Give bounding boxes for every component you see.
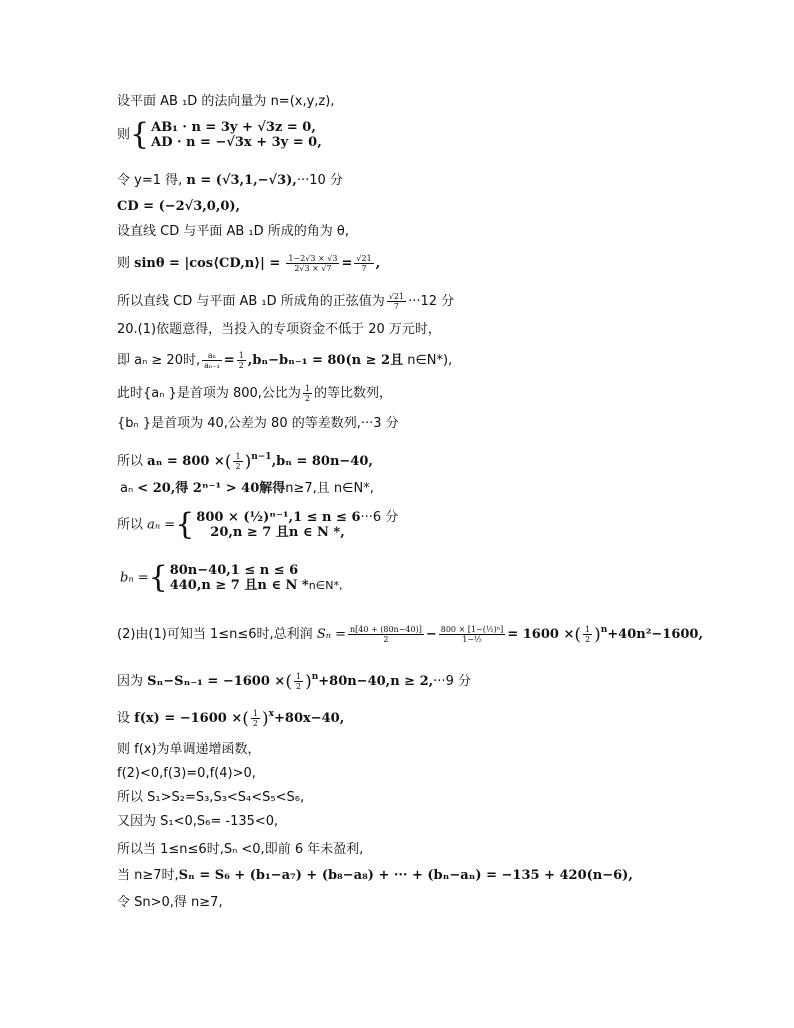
text-segment: 所以 [117,454,144,469]
piecewise-b-n [120,560,343,595]
brace: { [175,507,195,542]
text-line-set-y [117,173,343,189]
text-line-no-profit: 所以当 1≤n≤6时,Sₙ <0,即前 6 年未盈利, [117,842,364,857]
text-line-sin [117,254,380,273]
math-segment: = 1600 × [507,627,575,642]
fraction: $\frac{\text{aₙ}}{\text{aₙ₋₁}}$ [204,351,220,370]
math-segment: n = (√3,1,−√3), [186,173,297,188]
score-mark: ···10 分 [296,173,343,188]
text-line-s-values: 又因为 S₁<0,S₆= -135<0, [117,814,279,829]
score-mark: ···6 分 [360,510,399,525]
math-segment: +40n²−1600, [607,627,703,642]
fraction: $\frac{n[40 + (80n-40)]}{2}$ [350,625,422,644]
piece-row-1: 80n−40,1 ≤ n ≤ 6 [169,563,299,578]
math-segment: bₙ = [120,570,149,586]
text-line-sine-value [117,292,454,311]
fraction: $\frac{√21}{7}$ [356,254,372,273]
text-segment: 令 y=1 得, [117,173,183,188]
text-line-inequality [120,481,374,497]
text-line-f-values: f(2)<0,f(3)=0,f(4)>0, [117,766,256,781]
math-segment: − [425,627,437,642]
text-segment: aₙ [120,481,134,496]
text-line-s-order: 所以 S₁>S₂=S₃,S₃<S₄<S₅<S₆, [117,790,305,805]
text-segment: 当 n≥7时, [117,868,179,883]
math-segment: ,bₙ = 80n−40, [271,454,373,469]
score-mark: ···12 分 [408,294,455,309]
text-segment: 设 [117,711,131,726]
text-line-define-f: 设 f(x) = −1600 ×( $\frac{1}{2}$ )$^x$+80x−40, [117,709,345,729]
piece-row-2: 20,n ≥ 7 且n ∈ N *, [210,525,345,540]
math-segment: Sₙ = S₆ + (b₁−a₇) + (b₈−a₈) + ··· + (bₙ−aₙ) = −135 + 420(n−6), [178,868,633,883]
text-segment: 所以直线 CD 与平面 AB ₁D 所成角的正弦值为 [117,294,385,309]
math-segment: aₙ = 800 × [147,454,225,469]
text-segment: 所以 [117,517,144,533]
text-line-arithmetic: {bₙ }是首项为 40,公差为 80 的等差数列,···3 分 [117,416,399,431]
math-segment: , [375,256,381,271]
text-line-monotone: 则 f(x)为单调递增函数， [117,742,261,757]
math-segment: aₙ = [147,517,176,533]
text-segment: 此时{aₙ }是首项为 800,公比为 [117,386,301,401]
exponent: x [268,709,274,719]
text-line-n-ge-7 [117,868,633,884]
fraction: $\frac{1}{2}$ [235,452,241,471]
text-line-recurrence [117,351,452,370]
fraction: $\frac{1-2√3 \times √3}{2√3 \times √7}$ [288,254,338,273]
math-segment: f(x) = −1600 × [134,711,243,726]
text-line-angle: 设直线 CD 与平面 AB ₁D 所成的角为 θ, [117,224,350,239]
math-segment: CD = (−2√3,0,0), [117,199,241,214]
exponent: n [311,672,319,682]
equation-row-1: AB₁ · n = 3y + √3z = 0, [151,120,316,135]
brace: { [148,560,168,595]
text-line-geometric [117,384,392,403]
text-line-general-terms: 所以 aₙ = 800 ×( $\frac{1}{2}$ )$^{n-1}$,bₙ = 80n−40, [117,452,373,472]
math-segment: Sₙ−Sₙ₋₁ = −1600 × [147,674,286,689]
text-line-difference: 因为 Sₙ−Sₙ₋₁ = −1600 ×( $\frac{1}{2}$ )$^n$+80n−40,n ≥ 2,···9 分 [117,672,471,692]
math-segment: ,bₙ−bₙ₋₁ = 80(n ≥ 2且 [247,353,404,368]
text-segment: (2)由(1)可知当 1≤n≤6时,总利润 [117,627,313,642]
score-mark: ···9 分 [433,674,471,689]
exponent: n−1 [251,452,272,462]
fraction: $\frac{√21}{7}$ [388,292,405,311]
piecewise-a-n [117,507,399,542]
text-segment: 即 aₙ ≥ 20时, [117,353,201,368]
piece-row-1: 800 × (½)ⁿ⁻¹,1 ≤ n ≤ 6 [196,510,361,525]
fraction: $\frac{1}{2}$ [252,709,258,728]
text-line-problem-20: 20.(1)依题意得，当投入的专项资金不低于 20 万元时， [117,322,441,337]
fraction: $\frac{1}{2}$ [304,384,310,403]
text-segment: n≥7,且 n∈N*, [285,481,374,496]
piece-row-2: 440,n ≥ 7 且n ∈ N * [169,578,309,593]
text-segment: n∈N*, [308,579,343,592]
fraction: $\frac{1}{2}$ [584,625,591,644]
fraction: $\frac{1}{2}$ [238,351,244,370]
text-line-normal-vector: 设平面 AB ₁D 的法向量为 n=(x,y,z), [117,94,335,109]
text-line-cd-vector [117,199,240,215]
text-segment: 则 [117,256,131,271]
brace: { [130,117,150,152]
text-line-total-profit: (2)由(1)可知当 1≤n≤6时,总利润 Sₙ = $\frac{n[40 + (80n-40)]}{2}$ − $\frac{\text{800 × [1−(½)ⁿ]}}{\text{1−½}}$ = 1600 ×( $\frac{1}{2}$ )$^n$+40n²−1600, [117,625,703,645]
text-segment: n∈N*), [407,353,453,368]
math-segment: Sₙ = [316,627,347,642]
text-segment: 的等比数列， [314,386,393,401]
equation-system-normal [117,117,322,152]
fraction: $\frac{1}{2}$ [295,672,302,691]
text-segment: 因为 [117,674,144,689]
equation-row-2: AD · n = −√3x + 3y = 0, [151,135,322,150]
math-segment: = [223,353,235,368]
math-segment: sinθ = |cos⟨CD,n⟩| = [134,256,281,271]
math-segment: = [341,256,353,271]
label-then: 则 [117,127,131,143]
math-segment: < 20,得 2ⁿ⁻¹ > 40解得 [137,481,286,496]
math-segment: +80x−40, [274,711,345,726]
fraction: $\frac{\text{800 × [1−(½)ⁿ]}}{\text{1−½}}$ [440,625,504,644]
math-segment: +80n−40,n ≥ 2, [318,674,434,689]
text-line-conclusion: 令 Sn>0,得 n≥7, [117,895,223,910]
exponent: n [600,625,608,635]
